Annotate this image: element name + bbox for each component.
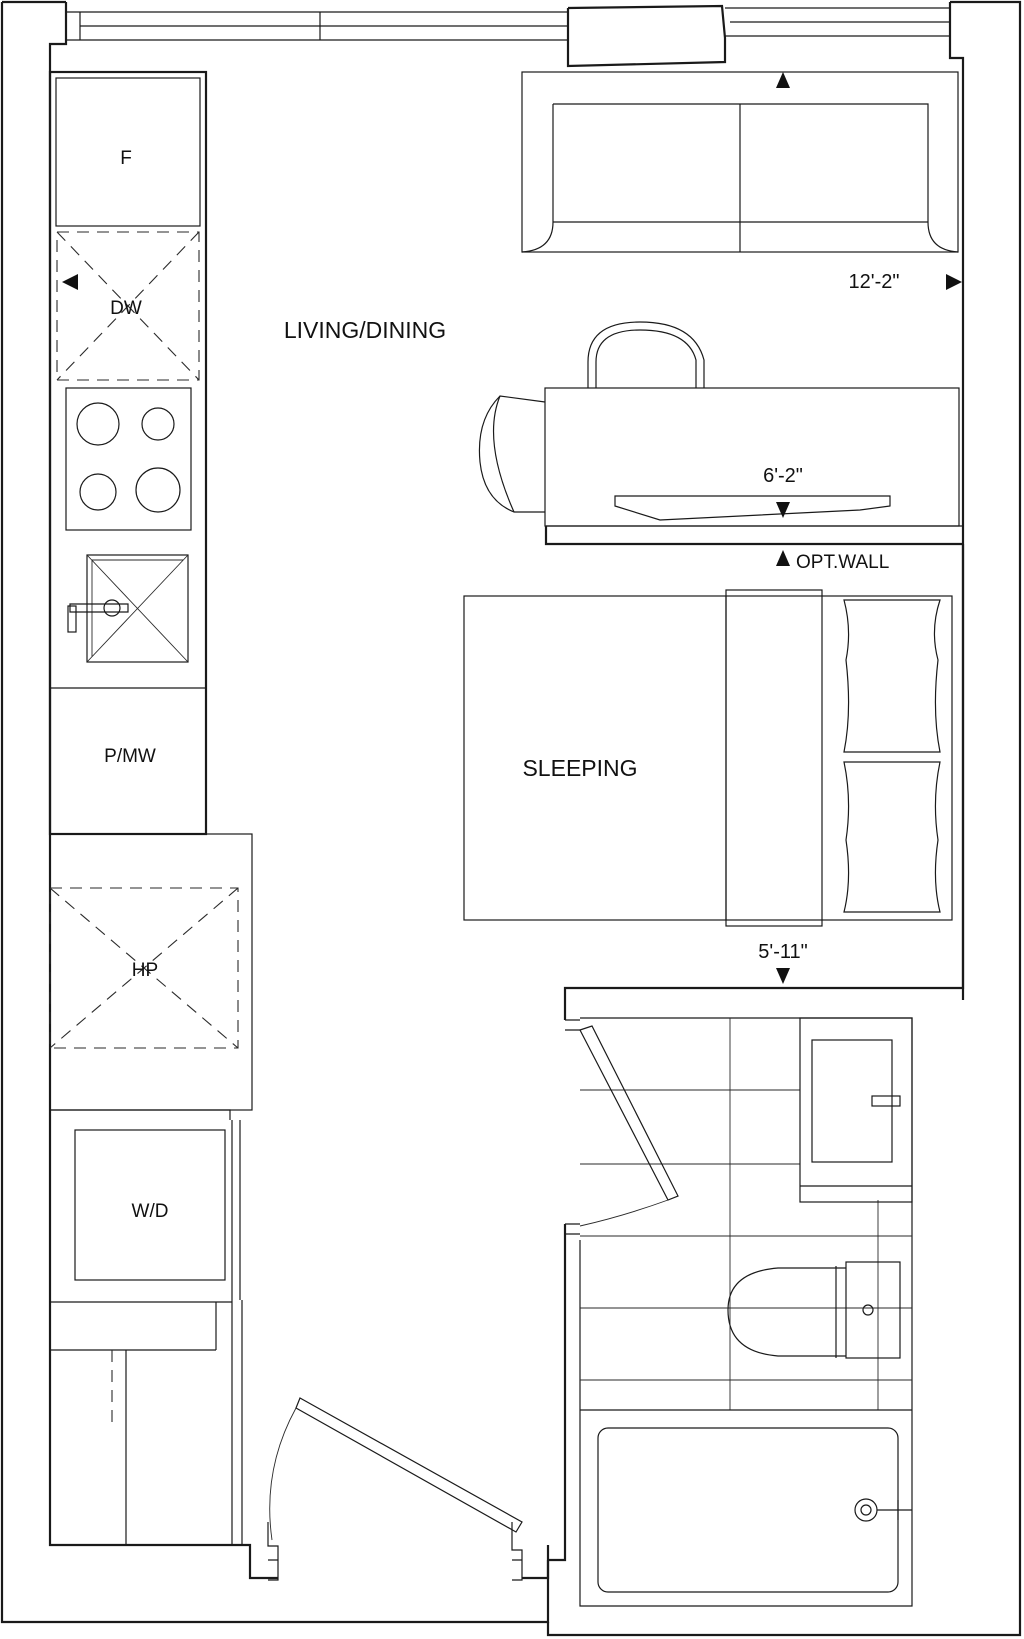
living-depth-dimension [763,465,803,518]
dining-chair [479,396,545,512]
fridge-label: F [120,148,132,169]
bed [464,590,952,926]
washer-dryer-label: W/D [131,1201,169,1222]
sleeping-depth-dim-label: 5'-11" [758,941,808,963]
burner-icon [142,408,174,440]
pillow [844,762,940,912]
dishwasher-label: DW [110,298,142,319]
pillow [844,600,940,752]
sleeping-depth-dimension [758,941,807,984]
dishwasher-door-arrow-icon [62,274,78,290]
faucet-icon [68,600,128,632]
sleeping-label: SLEEPING [522,755,638,781]
optional-wall-label: OPT.WALL [796,552,890,573]
burner-icon [80,474,116,510]
dining-chair [588,322,704,388]
heat-pump-label: HP [131,960,159,981]
dining-table [479,322,959,526]
dimension-arrow-icon [776,502,790,518]
tv-console [615,496,890,520]
living-width-dim-label: 12'-2" [848,271,900,293]
living-depth-dim-label: 6'-2" [763,465,803,487]
pantry-microwave-label: P/MW [104,746,156,767]
vanity-faucet-icon [872,1096,900,1106]
tile-grid [580,1018,912,1410]
living-dining-label: LIVING/DINING [283,317,447,343]
toilet [728,1262,900,1358]
cooktop [66,388,191,530]
dimension-arrow-icon [946,274,962,290]
burner-icon [136,468,180,512]
burner-icon [77,403,119,445]
tub-faucet-icon [855,1499,912,1521]
door-swing [270,1408,296,1540]
duvet-fold [726,590,822,926]
heat-pump [50,834,252,1110]
kitchen-counter [50,72,206,834]
optional-wall-arrow-icon [776,550,790,566]
flush-button-icon [863,1305,873,1315]
bathtub [580,1410,912,1592]
laundry-closet [50,1110,242,1545]
window-dimension-arrow-icon [776,72,790,88]
living-width-dimension [849,271,962,293]
fridge [56,78,200,226]
entry-door [268,1398,548,1580]
door-leaf [580,1026,678,1200]
dimension-arrow-icon [776,968,790,984]
vanity [800,1018,912,1202]
vanity-basin [812,1040,892,1162]
bathroom-walls [548,544,963,1606]
sofa [522,72,958,252]
pantry-microwave [50,688,206,834]
exterior-wall [2,2,1020,1635]
optional-wall [546,526,963,573]
toilet-bowl [728,1268,846,1356]
washer-dryer [75,1130,225,1280]
door-swing [580,1200,668,1226]
door-leaf [296,1398,522,1532]
kitchen-sink [68,555,188,662]
dishwasher [57,232,199,380]
bathroom-door [580,1026,678,1226]
